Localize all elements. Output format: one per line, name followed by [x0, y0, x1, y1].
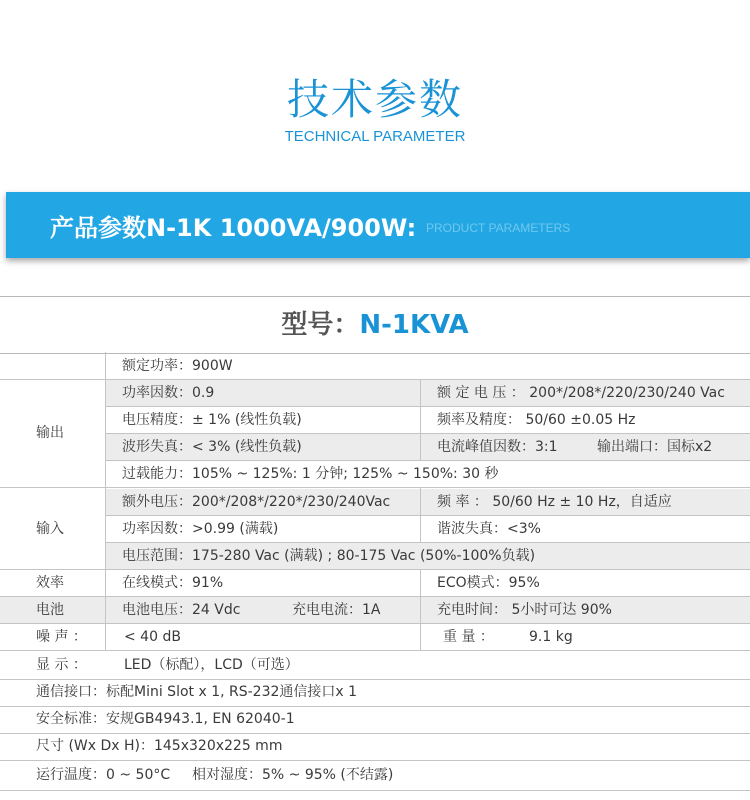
charge-time-cell: 充电时间： 5小时可达 90%	[421, 597, 750, 623]
voltage-precision-cell: 电压精度：± 1% (线性负载)	[122, 412, 302, 428]
display-category: 显 示 ：	[36, 657, 87, 673]
input-power-factor-cell: 功率因数：>0.99 (满载)	[122, 521, 279, 537]
input-voltage-cell: 额外电压：200*/208*/220*/230/240Vac	[106, 489, 420, 515]
waveform-distortion-cell: 波形失真：< 3% (线性负载)	[106, 434, 420, 460]
charge-current-cell: 充电电流：1A	[276, 597, 420, 623]
model-value: N-1KVA	[359, 310, 469, 340]
freq-precision-cell: 频率及精度： 50/60 ±0.05 Hz	[437, 412, 636, 428]
rated-power-cell: 额定功率：900W	[122, 358, 233, 374]
humidity-cell: 相对湿度：5% ~ 95% (不结露)	[192, 767, 394, 783]
temperature-cell: 运行温度：0 ~ 50°C	[36, 767, 171, 783]
current-crest-cell: 电流峰值因数：3:1	[421, 434, 581, 460]
rated-voltage-cell: 额 定 电 压 ： 200*/208*/220/230/240 Vac	[421, 380, 750, 406]
display-value-cell: LED（标配），LCD（可选）	[124, 657, 299, 673]
input-freq-cell: 频 率 ： 50/60 Hz ± 10 Hz，自适应	[421, 489, 750, 515]
overload-cell: 过载能力：105% ~ 125%: 1 分钟; 125% ~ 150%: 30 秒	[122, 466, 499, 482]
noise-value-cell: < 40 dB	[124, 629, 181, 645]
battery-category: 电池	[0, 597, 106, 623]
safety-row: 安全标准：安规GB4943.1, EN 62040-1	[36, 711, 295, 727]
voltage-range-cell: 电压范围：175-280 Vac (满载) ; 80-175 Vac (50%-100%负载)	[106, 543, 750, 569]
product-banner	[6, 192, 750, 258]
power-factor-cell: 功率因数：0.9	[106, 380, 420, 406]
battery-voltage-cell: 电池电压：24 Vdc	[106, 597, 276, 623]
input-category: 输入	[36, 521, 64, 537]
online-mode-cell: 在线模式：91%	[122, 575, 224, 591]
model-row	[0, 296, 750, 354]
banner-subtitle: PRODUCT PARAMETERS	[426, 221, 571, 235]
dimension-row: 尺寸 (Wx Dx H)：145x320x225 mm	[36, 738, 283, 754]
model-label: 型号：	[281, 310, 360, 340]
eco-mode-cell: ECO模式：95%	[437, 575, 540, 591]
harmonic-cell: 谐波失真：<3%	[437, 521, 541, 537]
output-port-cell: 输出端口：国标x2	[581, 434, 750, 460]
comm-row: 通信接口：标配Mini Slot x 1, RS-232通信接口x 1	[36, 684, 358, 700]
output-category: 输出	[36, 425, 64, 441]
weight-value-cell: 9.1 kg	[529, 629, 573, 645]
banner-title: 产品参数N-1K 1000VA/900W:	[50, 214, 417, 242]
weight-label-cell: 重 量 ：	[443, 629, 494, 645]
noise-category: 噪 声 ：	[36, 629, 87, 645]
section-subtitle: TECHNICAL PARAMETER	[284, 128, 466, 145]
efficiency-category: 效率	[36, 575, 64, 591]
section-title: 技术参数	[286, 75, 463, 124]
